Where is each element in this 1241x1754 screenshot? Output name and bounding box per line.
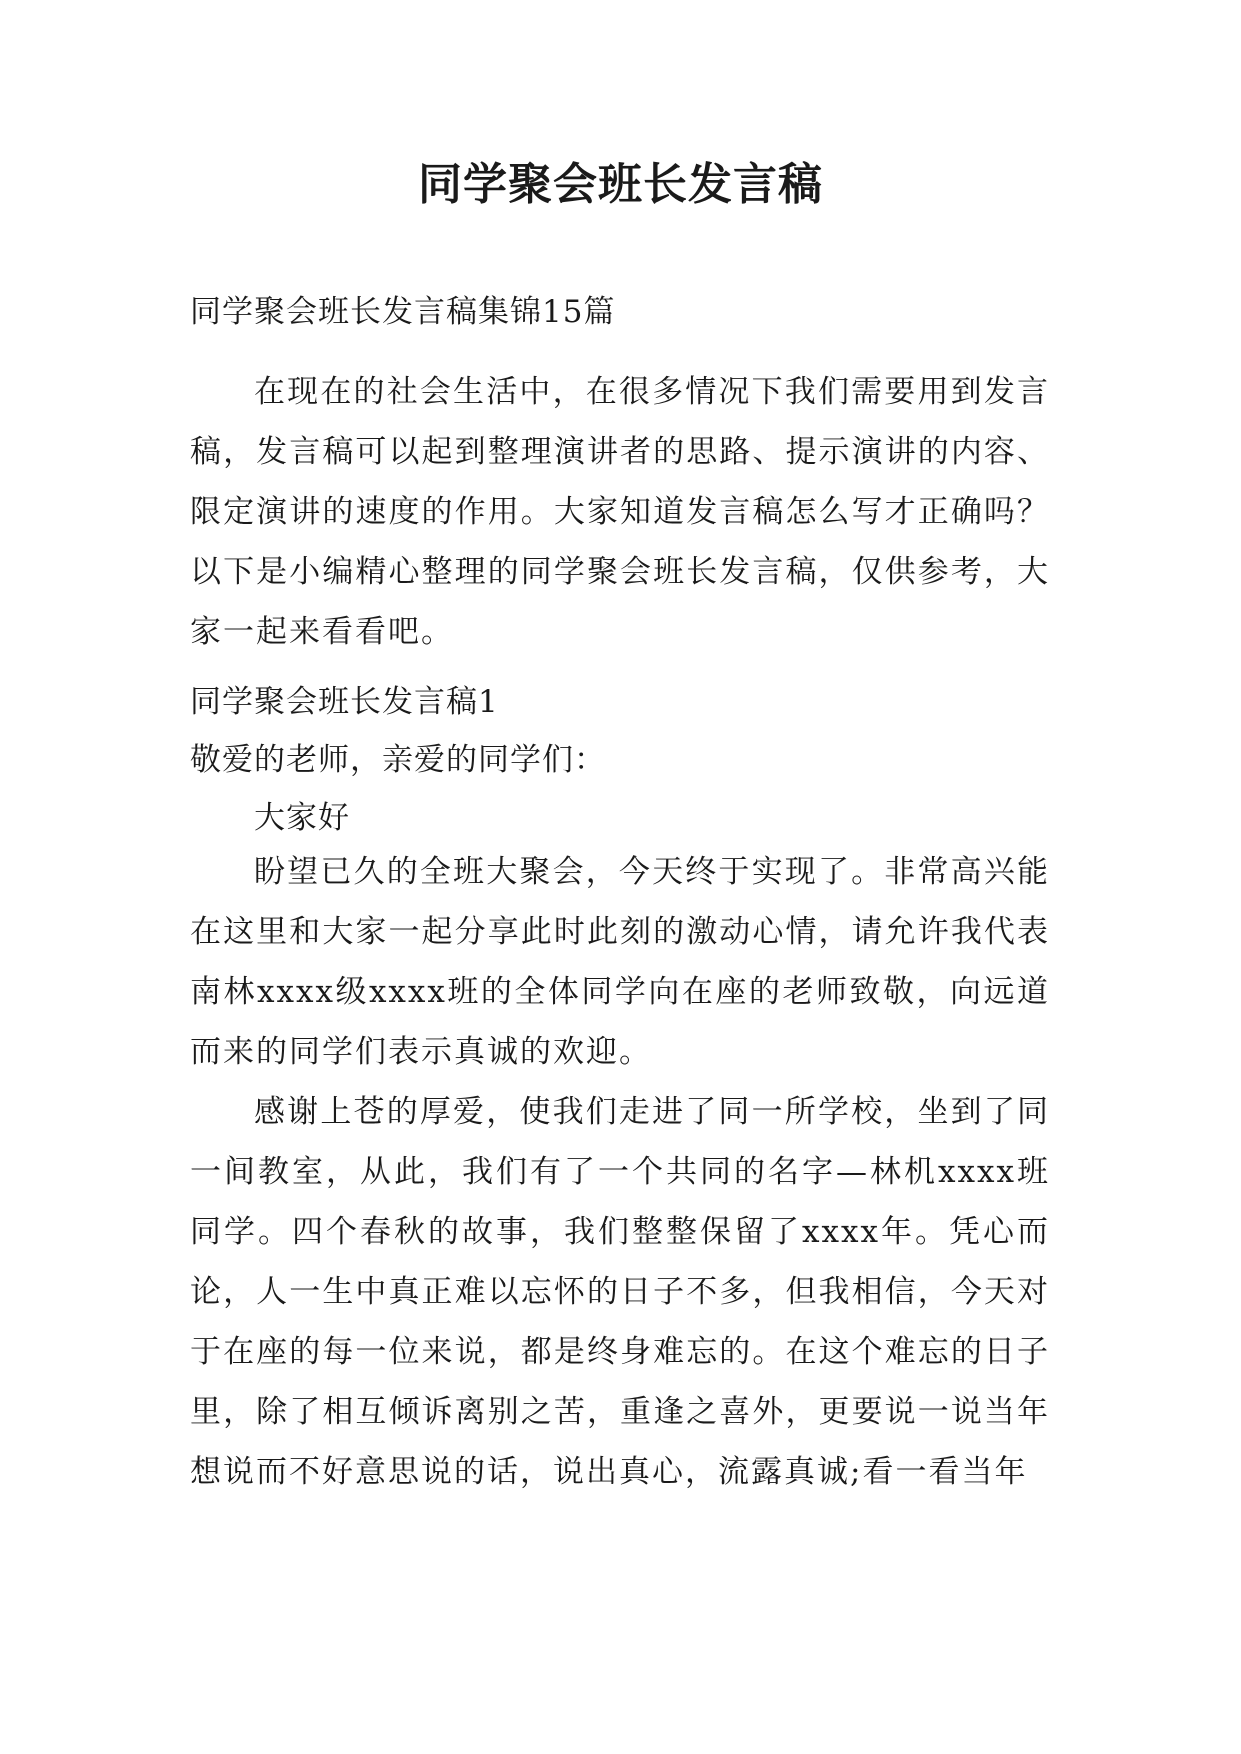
body-paragraph-2: 感谢上苍的厚爱，使我们走进了同一所学校，坐到了同一间教室，从此，我们有了一个共同的名字—林机xxxx班同学。四个春秋的故事，我们整整保留了xxxx年。凭心而论，人一生中真正难以忘怀的日子不多，但我相信，今天对于在座的每一位来说，都是终身难忘的。在这个难忘的日子里，除了相互倾诉离别之苦，重逢之喜外，更要说一说当年想说而不好意思说的话，说出真心，流露真诚;看一看当年 <box>190 1094 1050 1490</box>
section-heading: 同学聚会班长发言稿1 <box>190 684 499 720</box>
document-subtitle: 同学聚会班长发言稿集锦15篇 <box>190 294 616 330</box>
intro-paragraph: 在现在的社会生活中，在很多情况下我们需要用到发言稿，发言稿可以起到整理演讲者的思路、提示演讲的内容、限定演讲的速度的作用。大家知道发言稿怎么写才正确吗？以下是小编精心整理的同学聚会班长发言稿，仅供参考，大家一起来看看吧。 <box>190 374 1050 650</box>
document-title: 同学聚会班长发言稿 <box>418 159 823 210</box>
salutation: 敬爱的老师，亲爱的同学们： <box>190 742 606 778</box>
greeting: 大家好 <box>254 800 350 836</box>
body-paragraph-1: 盼望已久的全班大聚会，今天终于实现了。非常高兴能在这里和大家一起分享此时此刻的激动心情，请允许我代表南林xxxx级xxxx班的全体同学向在座的老师致敬，向远道而来的同学们表示真诚的欢迎。 <box>190 854 1050 1070</box>
